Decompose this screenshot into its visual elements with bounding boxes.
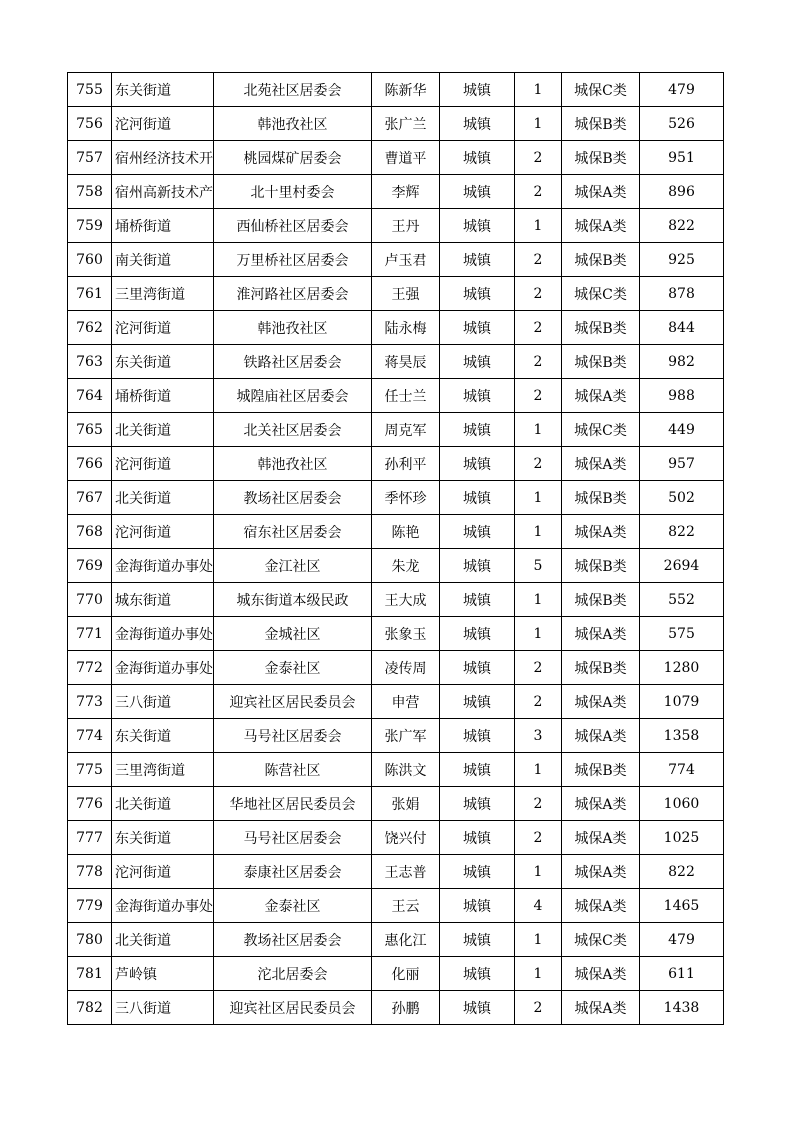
cell-number: 758 — [68, 175, 112, 209]
cell-street: 宿州高新技术产 — [112, 175, 214, 209]
table-row — [68, 651, 724, 685]
cell-number: 762 — [68, 311, 112, 345]
cell-household-type: 城镇 — [440, 107, 515, 141]
cell-amount: 844 — [640, 311, 724, 345]
cell-number: 759 — [68, 209, 112, 243]
cell-community: 韩池孜社区 — [214, 311, 372, 345]
cell-amount: 449 — [640, 413, 724, 447]
cell-street: 三里湾街道 — [112, 277, 214, 311]
cell-household-type: 城镇 — [440, 175, 515, 209]
cell-person-count: 2 — [515, 787, 562, 821]
cell-number: 769 — [68, 549, 112, 583]
cell-number: 780 — [68, 923, 112, 957]
cell-name: 饶兴付 — [372, 821, 440, 855]
cell-amount: 1079 — [640, 685, 724, 719]
cell-name: 蒋昊辰 — [372, 345, 440, 379]
cell-category: 城保A类 — [562, 685, 640, 719]
cell-person-count: 1 — [515, 107, 562, 141]
cell-amount: 1025 — [640, 821, 724, 855]
cell-community: 桃园煤矿居委会 — [214, 141, 372, 175]
table-row — [68, 685, 724, 719]
cell-household-type: 城镇 — [440, 957, 515, 991]
cell-household-type: 城镇 — [440, 345, 515, 379]
cell-name: 王大成 — [372, 583, 440, 617]
cell-number: 763 — [68, 345, 112, 379]
table-row — [68, 923, 724, 957]
cell-amount: 878 — [640, 277, 724, 311]
table-row — [68, 957, 724, 991]
cell-street: 三八街道 — [112, 991, 214, 1025]
cell-household-type: 城镇 — [440, 481, 515, 515]
cell-number: 777 — [68, 821, 112, 855]
cell-amount: 575 — [640, 617, 724, 651]
cell-community: 陈营社区 — [214, 753, 372, 787]
table-row — [68, 889, 724, 923]
cell-street: 沱河街道 — [112, 447, 214, 481]
cell-street: 北关街道 — [112, 481, 214, 515]
cell-name: 季怀珍 — [372, 481, 440, 515]
cell-amount: 479 — [640, 73, 724, 107]
cell-name: 王丹 — [372, 209, 440, 243]
cell-community: 城东街道本级民政 — [214, 583, 372, 617]
cell-community: 金城社区 — [214, 617, 372, 651]
cell-amount: 982 — [640, 345, 724, 379]
cell-household-type: 城镇 — [440, 549, 515, 583]
cell-number: 766 — [68, 447, 112, 481]
cell-category: 城保A类 — [562, 379, 640, 413]
cell-category: 城保B类 — [562, 345, 640, 379]
cell-household-type: 城镇 — [440, 515, 515, 549]
cell-amount: 552 — [640, 583, 724, 617]
cell-number: 781 — [68, 957, 112, 991]
cell-person-count: 1 — [515, 583, 562, 617]
cell-street: 芦岭镇 — [112, 957, 214, 991]
table-row — [68, 855, 724, 889]
cell-amount: 479 — [640, 923, 724, 957]
cell-household-type: 城镇 — [440, 379, 515, 413]
cell-category: 城保B类 — [562, 141, 640, 175]
cell-number: 779 — [68, 889, 112, 923]
cell-person-count: 2 — [515, 277, 562, 311]
cell-street: 埇桥街道 — [112, 209, 214, 243]
cell-category: 城保A类 — [562, 889, 640, 923]
table-row — [68, 617, 724, 651]
cell-name: 王云 — [372, 889, 440, 923]
cell-community: 迎宾社区居民委员会 — [214, 685, 372, 719]
table-row — [68, 991, 724, 1025]
cell-community: 铁路社区居委会 — [214, 345, 372, 379]
cell-number: 768 — [68, 515, 112, 549]
cell-person-count: 2 — [515, 141, 562, 175]
cell-person-count: 1 — [515, 923, 562, 957]
cell-category: 城保C类 — [562, 923, 640, 957]
cell-name: 任士兰 — [372, 379, 440, 413]
cell-street: 宿州经济技术开 — [112, 141, 214, 175]
cell-street: 埇桥街道 — [112, 379, 214, 413]
cell-community: 金泰社区 — [214, 651, 372, 685]
cell-amount: 1438 — [640, 991, 724, 1025]
cell-amount: 925 — [640, 243, 724, 277]
cell-name: 孙鹏 — [372, 991, 440, 1025]
cell-name: 周克军 — [372, 413, 440, 447]
cell-person-count: 1 — [515, 515, 562, 549]
cell-number: 765 — [68, 413, 112, 447]
cell-household-type: 城镇 — [440, 685, 515, 719]
cell-name: 曹道平 — [372, 141, 440, 175]
cell-person-count: 2 — [515, 685, 562, 719]
cell-household-type: 城镇 — [440, 243, 515, 277]
cell-amount: 988 — [640, 379, 724, 413]
cell-community: 宿东社区居委会 — [214, 515, 372, 549]
cell-person-count: 1 — [515, 413, 562, 447]
cell-category: 城保A类 — [562, 209, 640, 243]
table-row — [68, 515, 724, 549]
cell-person-count: 4 — [515, 889, 562, 923]
cell-number: 778 — [68, 855, 112, 889]
cell-amount: 502 — [640, 481, 724, 515]
cell-amount: 957 — [640, 447, 724, 481]
cell-name: 李辉 — [372, 175, 440, 209]
table-row — [68, 175, 724, 209]
cell-category: 城保A类 — [562, 515, 640, 549]
cell-community: 韩池孜社区 — [214, 447, 372, 481]
cell-amount: 951 — [640, 141, 724, 175]
table-row — [68, 447, 724, 481]
cell-household-type: 城镇 — [440, 821, 515, 855]
cell-name: 陆永梅 — [372, 311, 440, 345]
cell-category: 城保C类 — [562, 277, 640, 311]
cell-community: 西仙桥社区居委会 — [214, 209, 372, 243]
cell-street: 三里湾街道 — [112, 753, 214, 787]
cell-community: 沱北居委会 — [214, 957, 372, 991]
cell-category: 城保B类 — [562, 583, 640, 617]
cell-street: 金海街道办事处 — [112, 549, 214, 583]
cell-community: 金泰社区 — [214, 889, 372, 923]
table-row — [68, 209, 724, 243]
cell-number: 771 — [68, 617, 112, 651]
cell-street: 北关街道 — [112, 413, 214, 447]
cell-number: 760 — [68, 243, 112, 277]
cell-street: 北关街道 — [112, 923, 214, 957]
cell-number: 761 — [68, 277, 112, 311]
cell-number: 773 — [68, 685, 112, 719]
cell-street: 东关街道 — [112, 345, 214, 379]
cell-amount: 822 — [640, 515, 724, 549]
cell-category: 城保B类 — [562, 753, 640, 787]
cell-person-count: 2 — [515, 243, 562, 277]
table-row — [68, 277, 724, 311]
cell-name: 卢玉君 — [372, 243, 440, 277]
cell-name: 申营 — [372, 685, 440, 719]
cell-amount: 1060 — [640, 787, 724, 821]
cell-household-type: 城镇 — [440, 583, 515, 617]
cell-person-count: 2 — [515, 651, 562, 685]
cell-person-count: 2 — [515, 175, 562, 209]
cell-name: 王志普 — [372, 855, 440, 889]
table-row — [68, 379, 724, 413]
cell-street: 金海街道办事处 — [112, 889, 214, 923]
cell-person-count: 2 — [515, 379, 562, 413]
table-row — [68, 549, 724, 583]
cell-community: 北苑社区居委会 — [214, 73, 372, 107]
table-row — [68, 243, 724, 277]
cell-street: 金海街道办事处 — [112, 651, 214, 685]
cell-name: 孙利平 — [372, 447, 440, 481]
cell-number: 775 — [68, 753, 112, 787]
cell-community: 城隍庙社区居委会 — [214, 379, 372, 413]
cell-street: 东关街道 — [112, 73, 214, 107]
cell-number: 757 — [68, 141, 112, 175]
table-row — [68, 481, 724, 515]
cell-street: 沱河街道 — [112, 311, 214, 345]
cell-category: 城保B类 — [562, 107, 640, 141]
cell-person-count: 1 — [515, 855, 562, 889]
cell-name: 陈洪文 — [372, 753, 440, 787]
cell-name: 凌传周 — [372, 651, 440, 685]
cell-amount: 1465 — [640, 889, 724, 923]
table-row — [68, 311, 724, 345]
cell-street: 城东街道 — [112, 583, 214, 617]
cell-person-count: 2 — [515, 311, 562, 345]
cell-amount: 1280 — [640, 651, 724, 685]
cell-category: 城保B类 — [562, 481, 640, 515]
cell-household-type: 城镇 — [440, 277, 515, 311]
cell-category: 城保A类 — [562, 787, 640, 821]
cell-amount: 2694 — [640, 549, 724, 583]
cell-category: 城保A类 — [562, 821, 640, 855]
cell-community: 北关社区居委会 — [214, 413, 372, 447]
cell-community: 华地社区居民委员会 — [214, 787, 372, 821]
cell-name: 朱龙 — [372, 549, 440, 583]
cell-person-count: 5 — [515, 549, 562, 583]
cell-number: 770 — [68, 583, 112, 617]
cell-category: 城保A类 — [562, 957, 640, 991]
cell-name: 惠化江 — [372, 923, 440, 957]
cell-name: 张娟 — [372, 787, 440, 821]
cell-amount: 822 — [640, 209, 724, 243]
cell-amount: 611 — [640, 957, 724, 991]
cell-street: 沱河街道 — [112, 515, 214, 549]
cell-street: 南关街道 — [112, 243, 214, 277]
cell-community: 教场社区居委会 — [214, 481, 372, 515]
cell-street: 北关街道 — [112, 787, 214, 821]
cell-category: 城保A类 — [562, 855, 640, 889]
cell-category: 城保A类 — [562, 175, 640, 209]
cell-category: 城保C类 — [562, 413, 640, 447]
cell-household-type: 城镇 — [440, 719, 515, 753]
cell-community: 泰康社区居委会 — [214, 855, 372, 889]
roster-table — [67, 72, 724, 1025]
cell-amount: 1358 — [640, 719, 724, 753]
cell-person-count: 1 — [515, 617, 562, 651]
cell-community: 万里桥社区居委会 — [214, 243, 372, 277]
cell-name: 王强 — [372, 277, 440, 311]
cell-street: 沱河街道 — [112, 855, 214, 889]
table-row — [68, 73, 724, 107]
cell-name: 化丽 — [372, 957, 440, 991]
cell-person-count: 1 — [515, 209, 562, 243]
table-row — [68, 141, 724, 175]
cell-community: 韩池孜社区 — [214, 107, 372, 141]
cell-category: 城保B类 — [562, 651, 640, 685]
table-row — [68, 107, 724, 141]
cell-number: 767 — [68, 481, 112, 515]
cell-household-type: 城镇 — [440, 141, 515, 175]
cell-number: 776 — [68, 787, 112, 821]
cell-community: 淮河路社区居委会 — [214, 277, 372, 311]
cell-community: 马号社区居委会 — [214, 821, 372, 855]
cell-street: 金海街道办事处 — [112, 617, 214, 651]
cell-household-type: 城镇 — [440, 209, 515, 243]
cell-household-type: 城镇 — [440, 617, 515, 651]
cell-street: 东关街道 — [112, 821, 214, 855]
cell-community: 马号社区居委会 — [214, 719, 372, 753]
cell-community: 迎宾社区居民委员会 — [214, 991, 372, 1025]
cell-number: 772 — [68, 651, 112, 685]
roster-body — [68, 73, 724, 1025]
table-row — [68, 583, 724, 617]
cell-household-type: 城镇 — [440, 855, 515, 889]
cell-amount: 822 — [640, 855, 724, 889]
cell-number: 764 — [68, 379, 112, 413]
cell-amount: 526 — [640, 107, 724, 141]
cell-name: 陈艳 — [372, 515, 440, 549]
table-row — [68, 753, 724, 787]
cell-category: 城保C类 — [562, 73, 640, 107]
cell-person-count: 2 — [515, 447, 562, 481]
table-row — [68, 719, 724, 753]
cell-category: 城保A类 — [562, 617, 640, 651]
cell-household-type: 城镇 — [440, 447, 515, 481]
cell-category: 城保A类 — [562, 447, 640, 481]
cell-household-type: 城镇 — [440, 991, 515, 1025]
cell-household-type: 城镇 — [440, 413, 515, 447]
cell-number: 774 — [68, 719, 112, 753]
table-row — [68, 413, 724, 447]
cell-person-count: 1 — [515, 957, 562, 991]
cell-number: 782 — [68, 991, 112, 1025]
cell-category: 城保A类 — [562, 719, 640, 753]
cell-community: 教场社区居委会 — [214, 923, 372, 957]
cell-person-count: 1 — [515, 481, 562, 515]
cell-name: 陈新华 — [372, 73, 440, 107]
cell-person-count: 1 — [515, 753, 562, 787]
cell-person-count: 1 — [515, 73, 562, 107]
cell-household-type: 城镇 — [440, 753, 515, 787]
table-row — [68, 787, 724, 821]
cell-community: 北十里村委会 — [214, 175, 372, 209]
table-row — [68, 821, 724, 855]
cell-street: 三八街道 — [112, 685, 214, 719]
cell-name: 张广兰 — [372, 107, 440, 141]
cell-number: 755 — [68, 73, 112, 107]
cell-category: 城保A类 — [562, 991, 640, 1025]
cell-number: 756 — [68, 107, 112, 141]
cell-amount: 896 — [640, 175, 724, 209]
cell-category: 城保B类 — [562, 549, 640, 583]
cell-category: 城保B类 — [562, 243, 640, 277]
cell-street: 东关街道 — [112, 719, 214, 753]
cell-household-type: 城镇 — [440, 923, 515, 957]
cell-household-type: 城镇 — [440, 889, 515, 923]
cell-household-type: 城镇 — [440, 311, 515, 345]
cell-category: 城保B类 — [562, 311, 640, 345]
cell-name: 张广军 — [372, 719, 440, 753]
cell-person-count: 2 — [515, 821, 562, 855]
cell-person-count: 2 — [515, 345, 562, 379]
cell-community: 金江社区 — [214, 549, 372, 583]
cell-amount: 774 — [640, 753, 724, 787]
cell-street: 沱河街道 — [112, 107, 214, 141]
cell-person-count: 2 — [515, 991, 562, 1025]
cell-household-type: 城镇 — [440, 787, 515, 821]
cell-name: 张象玉 — [372, 617, 440, 651]
cell-person-count: 3 — [515, 719, 562, 753]
table-row — [68, 345, 724, 379]
cell-household-type: 城镇 — [440, 651, 515, 685]
cell-household-type: 城镇 — [440, 73, 515, 107]
